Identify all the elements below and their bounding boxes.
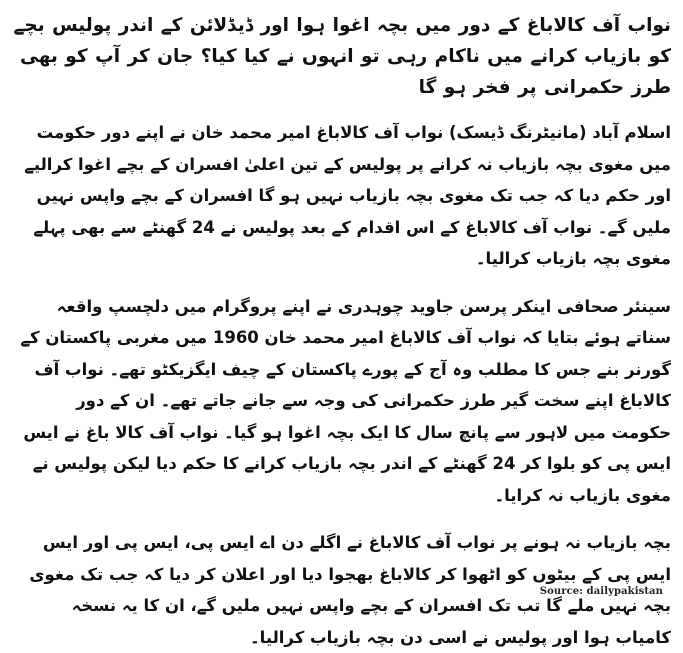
article-headline: نواب آف کالاباغ کے دور میں بچہ اغوا ہوا اور ڈیڈلائن کے اندر پولیس بچے کو بازیاب کرانے میں ناکام رہی تو انہوں نے کیا کیا؟ جان کر آپ کو بھی طرز حکمرانی پر فخر ہو گا — [13, 15, 671, 98]
article-paragraph-1: اسلام آباد (مانیٹرنگ ڈیسک) نواب آف کالاباغ امیر محمد خان نے اپنے دور حکومت میں مغوی بچہ بازیاب نہ کرانے پر پولیس کے تین اعلیٰ افسران کے بچے اغوا کرالیے اور حکم دیا کہ جب تک مغوی بچہ بازیاب نہیں ہو گا افسران کے بچے واپس نہیں ملیں گے۔ نواب آف کالاباغ کے اس اقدام کے بعد پولیس نے 24 گھنٹے سے بھی پہلے مغوی بچہ بازیاب کرالیا۔ — [24, 123, 671, 268]
article-paragraph-2: سینئر صحافی اینکر پرسن جاوید چوہدری نے اپنے پروگرام میں دلچسپ واقعہ سناتے ہوئے بتایا کہ نواب آف کالاباغ امیر محمد خان 1960 میں مغربی پاکستان کے گورنر بنے جس کا مطلب وہ آج کے پورے پاکستان کے چیف ایگزیکٹو تھے۔ نواب آف کالاباغ اپنے سخت گیر طرز حکمرانی کی وجہ سے جانے جاتے تھے۔ ان کے دور حکومت میں لاہور سے پانچ سال کا ایک بچہ اغوا ہو گیا۔ نواب آف کالا باغ نے ایس ایس پی کو بلوا کر 24 گھنٹے کے اندر بچہ بازیاب کرانے کا حکم دیا لیکن پولیس نے مغوی بازیاب نہ کرایا۔ — [20, 296, 671, 505]
news-article — [12, 10, 671, 653]
article-paragraph-3: بچہ بازیاب نہ ہونے پر نواب آف کالاباغ نے اگلے دن اے ایس پی، ایس پی اور ایس ایس پی کے بیٹوں کو اٹھوا کر کالاباغ بھجوا دیا اور اعلان کر دیا کہ جب تک مغوی بچہ نہیں ملے گا تب تک افسران کے بچے واپس نہیں ملیں گے، ان کا یہ نسخہ کامیاب ہوا اور پولیس نے اسی دن بچہ بازیاب کرالیا۔ — [29, 533, 671, 647]
source-credit: Source: dailypakistan — [539, 586, 663, 597]
